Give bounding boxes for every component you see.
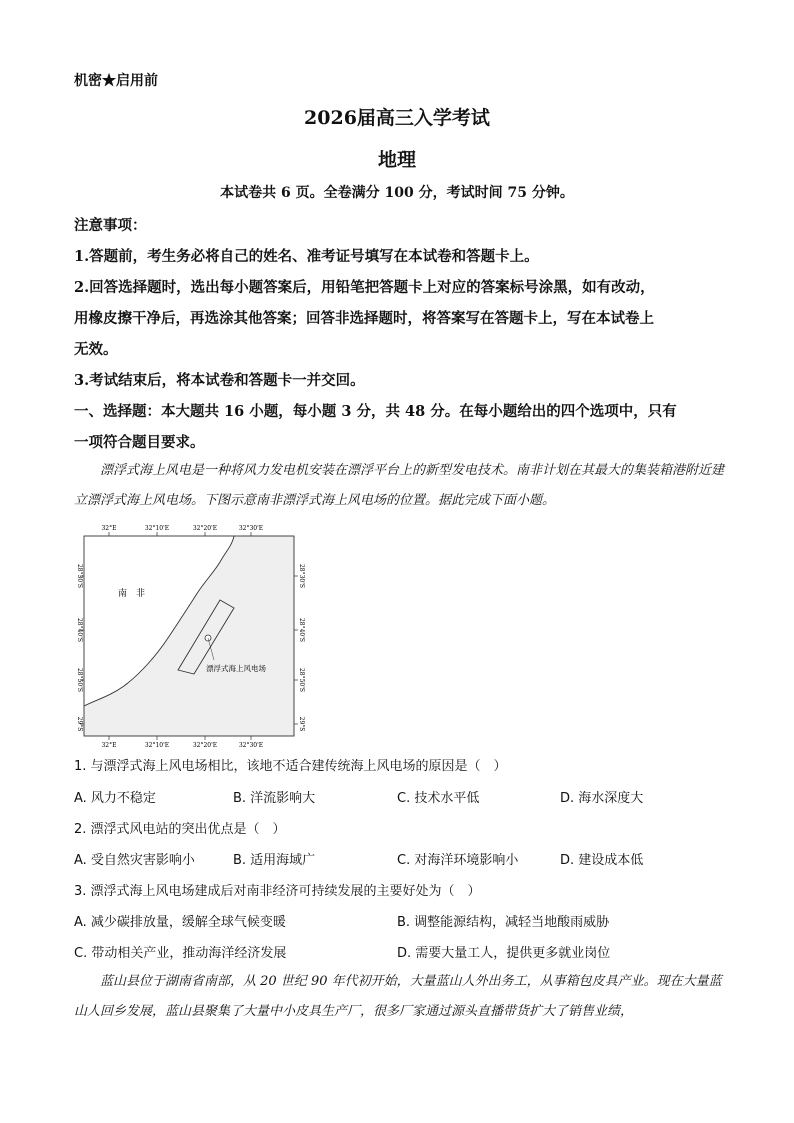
q3-option-b[interactable]: B. 调整能源结构，减轻当地酸雨威胁: [397, 915, 610, 930]
section-heading-line-1: 一、选择题：本大题共 16 小题，每小题 3 分，共 48 分。在每小题给出的四个选项中，只有: [74, 403, 677, 420]
subject-title: 地理: [377, 149, 416, 171]
note-2-line-3: 无效。: [74, 341, 118, 358]
q2-option-a[interactable]: A. 受自然灾害影响小: [74, 853, 195, 868]
lon-label-bottom-2: 32°10'E: [144, 742, 170, 749]
question-3-stem: 3. 漂浮式海上风电场建成后对南非经济可持续发展的主要好处为（ ）: [74, 884, 481, 899]
q2-option-b[interactable]: B. 适用海域广: [233, 853, 316, 868]
lat-label-right-3: 28°50'S: [298, 667, 305, 693]
exam-info: 本试卷共 6 页。全卷满分 100 分，考试时间 75 分钟。: [220, 185, 574, 201]
note-1: 1.答题前，考生务必将自己的姓名、准考证号填写在本试卷和答题卡上。: [74, 248, 539, 265]
confidential-label: 机密★启用前: [74, 73, 158, 89]
q3-option-a[interactable]: A. 减少碳排放量，缓解全球气候变暖: [74, 915, 286, 930]
q1-option-d[interactable]: D. 海水深度大: [560, 791, 644, 806]
q2-option-c[interactable]: C. 对海洋环境影响小: [397, 853, 519, 868]
lon-label-bottom-1: 32°E: [101, 742, 117, 749]
q3-option-c[interactable]: C. 带动相关产业，推动海洋经济发展: [74, 946, 287, 961]
q1-option-b[interactable]: B. 洋流影响大: [233, 791, 316, 806]
note-2-line-2: 用橡皮擦干净后，再选涂其他答案；回答非选择题时，将答案写在答题卡上，写在本试卷上: [74, 310, 654, 327]
q1-option-c[interactable]: C. 技术水平低: [397, 791, 480, 806]
lon-label-top-1: 32°E: [101, 525, 117, 532]
lat-label-right-2: 28°40'S: [298, 617, 305, 643]
q1-option-a[interactable]: A. 风力不稳定: [74, 791, 156, 806]
exam-title: 2026届高三入学考试: [304, 107, 490, 129]
lon-label-bottom-3: 32°20'E: [192, 742, 218, 749]
note-3: 3.考试结束后，将本试卷和答题卡一并交回。: [74, 372, 365, 389]
lat-label-right-4: 29°S: [298, 716, 305, 732]
lat-label-left-2: 28°40'S: [76, 617, 83, 643]
lon-label-bottom-4: 32°30'E: [238, 742, 264, 749]
lon-label-top-4: 32°30'E: [238, 525, 264, 532]
lat-label-left-1: 28°30'S: [76, 563, 83, 589]
material-1: 漂浮式海上风电是一种将风力发电机安装在漂浮平台上的新型发电技术。南非计划在其最大的集装箱港附近建立漂浮式海上风电场。下图示意南非漂浮式海上风电场的位置。据此完成下面小题。: [74, 463, 725, 508]
q3-option-d[interactable]: D. 需要大量工人，提供更多就业岗位: [397, 946, 611, 961]
section-heading-line-2: 一项符合题目要求。: [74, 434, 205, 451]
material-2: 蓝山县位于湖南省南部，从 20 世纪 90 年代初开始，大量蓝山人外出务工，从事箱包皮具产业。现在大量蓝山人回乡发展，蓝山县聚集了大量中小皮具生产厂，很多厂家通过源头直播带货扩大了销售业绩，: [74, 974, 722, 1019]
lon-label-top-3: 32°20'E: [192, 525, 218, 532]
wind-farm-location-map: [74, 520, 304, 750]
country-label: 南 非: [118, 589, 146, 599]
note-2-line-1: 2.回答选择题时，选出每小题答案后，用铅笔把答题卡上对应的答案标号涂黑，如有改动，: [74, 279, 655, 296]
lat-label-right-1: 28°30'S: [298, 563, 305, 589]
notes-heading: 注意事项：: [74, 217, 147, 234]
lat-label-left-3: 28°50'S: [76, 667, 83, 693]
wind-farm-label: 漂浮式海上风电场: [206, 664, 266, 673]
question-2-stem: 2. 漂浮式风电站的突出优点是（ ）: [74, 822, 286, 837]
question-1-stem: 1. 与漂浮式海上风电场相比，该地不适合建传统海上风电场的原因是（ ）: [74, 759, 507, 774]
lat-label-left-4: 29°S: [76, 716, 83, 732]
q2-option-d[interactable]: D. 建设成本低: [560, 853, 644, 868]
lon-label-top-2: 32°10'E: [144, 525, 170, 532]
